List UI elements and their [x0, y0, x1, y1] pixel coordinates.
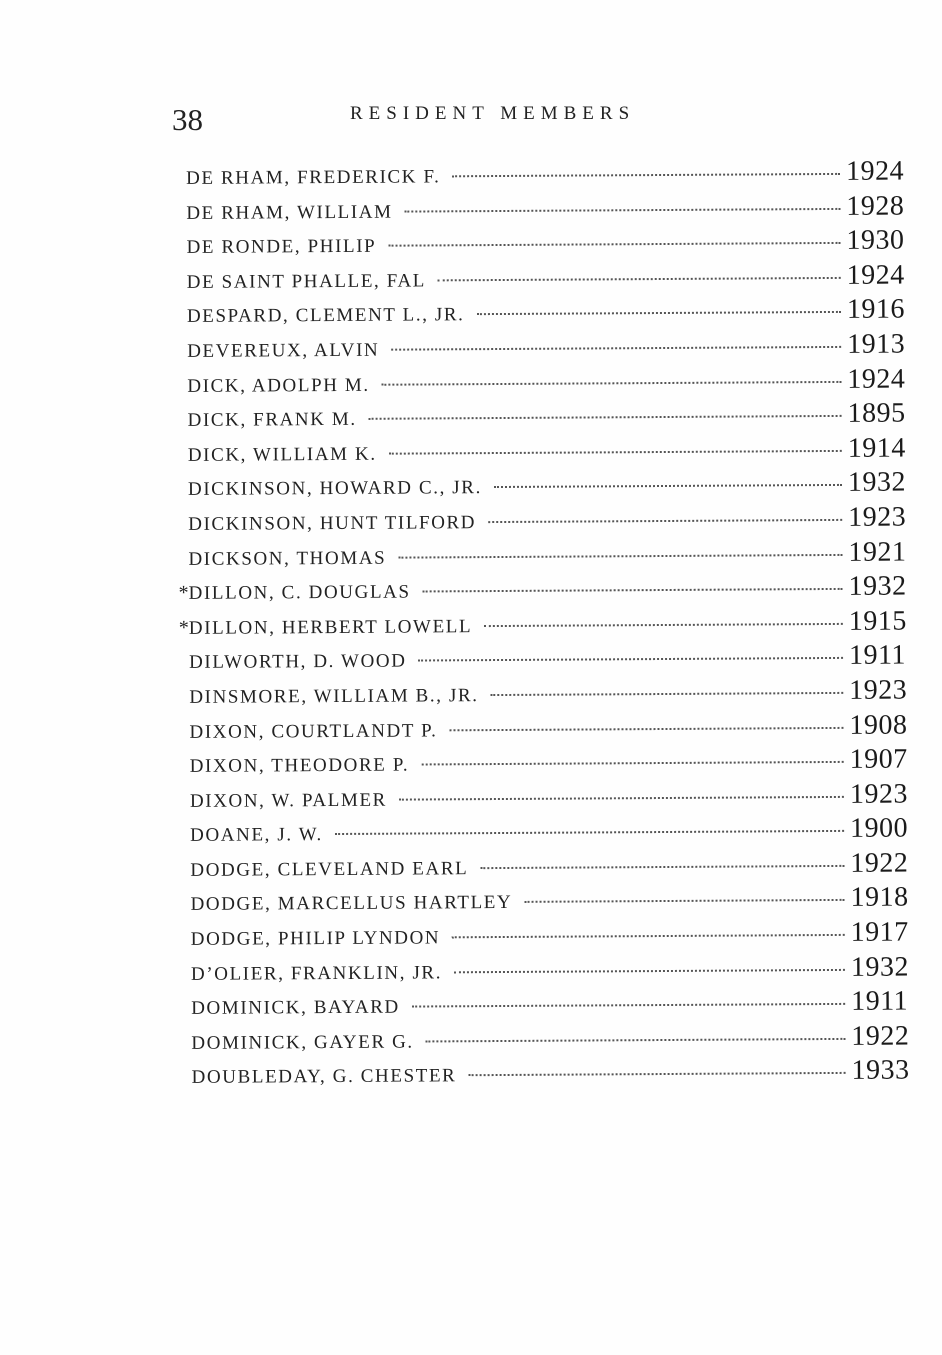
member-row [177, 1055, 917, 1094]
member-row [175, 605, 915, 644]
members-list [172, 155, 918, 1094]
member-name: DOUBLEDAY, G. CHESTER [191, 1065, 457, 1089]
member-name: DIXON, COURTLANDT P. [189, 719, 438, 743]
dot-leader [423, 588, 843, 593]
member-year: 1916 [846, 293, 906, 326]
dot-leader [524, 899, 844, 903]
member-name: DICK, ADOLPH M. [187, 374, 370, 397]
member-name: DINSMORE, WILLIAM B., JR. [189, 685, 479, 708]
member-year: 1915 [848, 605, 907, 637]
member-year: 1921 [848, 536, 907, 568]
member-year: 1895 [847, 397, 906, 430]
dot-leader [369, 415, 842, 420]
member-year: 1918 [850, 881, 909, 914]
member-name: DICK, FRANK M. [187, 409, 357, 432]
dot-leader [438, 277, 841, 281]
dot-leader [398, 553, 842, 558]
member-year: 1932 [850, 951, 910, 983]
dot-leader [476, 311, 840, 315]
dot-leader [405, 208, 841, 213]
dot-leader [391, 346, 841, 351]
member-row [173, 398, 913, 437]
member-year: 1923 [848, 501, 907, 533]
member-year: 1917 [850, 916, 909, 948]
member-year: 1913 [847, 328, 906, 360]
member-row [177, 986, 917, 1025]
member-name: DODGE, PHILIP LYNDON [190, 927, 441, 950]
member-year: 1923 [849, 674, 908, 706]
member-year: 1914 [847, 432, 906, 464]
member-row [173, 294, 913, 333]
asterisk-marker: * [178, 616, 189, 639]
member-year: 1911 [851, 985, 909, 1018]
member-row [175, 709, 915, 748]
dot-leader [399, 796, 844, 801]
member-row [176, 778, 916, 817]
dot-leader [452, 173, 840, 177]
member-row [172, 190, 912, 229]
dot-leader [389, 450, 842, 455]
member-row [173, 259, 913, 298]
dot-leader [491, 692, 844, 696]
member-name: DOMINICK, BAYARD [191, 996, 400, 1020]
member-year: 1932 [848, 570, 907, 602]
member-year: 1924 [846, 259, 905, 291]
dot-leader [335, 830, 844, 835]
member-name: DODGE, CLEVELAND EARL [190, 858, 469, 881]
member-year: 1911 [848, 639, 907, 672]
member-row [177, 1020, 917, 1059]
dot-leader [454, 969, 845, 973]
member-row [174, 467, 914, 506]
member-name: DICK, WILLIAM K. [187, 443, 377, 466]
dot-leader [480, 865, 844, 869]
member-row [176, 744, 916, 783]
member-name: DICKINSON, HOWARD C., JR. [187, 477, 482, 501]
asterisk-marker: * [178, 582, 189, 605]
member-row [173, 328, 913, 367]
member-name: DE RHAM, FREDERICK F. [186, 166, 441, 189]
member-year: 1930 [846, 224, 905, 257]
running-head: RESIDENT MEMBERS [350, 103, 636, 124]
member-name: DOANE, J. W. [190, 824, 323, 847]
member-year: 1932 [847, 466, 907, 499]
member-row [174, 432, 914, 471]
member-year: 1924 [845, 155, 905, 187]
member-name: DICKINSON, HUNT TILFORD [188, 512, 477, 535]
member-name: DILLON, C. DOUGLAS [188, 581, 411, 605]
member-name: D’OLIER, FRANKLIN, JR. [190, 962, 443, 985]
member-name: DE RHAM, WILLIAM [186, 201, 393, 224]
member-year: 1900 [850, 812, 909, 845]
dot-leader [488, 519, 842, 523]
member-row [176, 813, 916, 852]
member-year: 1933 [851, 1054, 910, 1087]
member-year: 1908 [849, 709, 908, 741]
member-row [172, 225, 912, 264]
member-row [176, 847, 916, 886]
member-name: DIXON, W. PALMER [189, 789, 387, 812]
dot-leader [494, 484, 842, 488]
member-name: DESPARD, CLEMENT L., JR. [186, 304, 465, 328]
member-row [174, 501, 914, 540]
dot-leader [412, 1003, 845, 1008]
member-year: 1922 [851, 1020, 910, 1052]
dot-leader [484, 623, 843, 627]
dot-leader [452, 934, 845, 938]
member-row [175, 571, 915, 610]
dot-leader [426, 1038, 846, 1043]
dot-leader [421, 761, 843, 766]
member-row [177, 951, 917, 990]
member-name: DOMINICK, GAYER G. [191, 1031, 414, 1054]
member-row [175, 640, 915, 679]
member-name: DIXON, THEODORE P. [189, 754, 410, 777]
dot-leader [468, 1072, 845, 1076]
member-name: DE SAINT PHALLE, FAL [186, 270, 427, 293]
dot-leader [449, 726, 843, 730]
member-name: DEVEREUX, ALVIN [187, 339, 380, 362]
member-row [174, 536, 914, 575]
member-row [173, 363, 913, 402]
member-name: DILLON, HERBERT LOWELL [188, 615, 473, 639]
member-name: DILWORTH, D. WOOD [189, 650, 407, 674]
member-name: DE RONDE, PHILIP [186, 235, 377, 259]
member-row [177, 917, 917, 956]
member-row [176, 882, 916, 921]
member-year: 1907 [849, 743, 908, 775]
dot-leader [382, 380, 842, 385]
member-name: DICKSON, THOMAS [188, 547, 387, 570]
member-row [172, 155, 912, 194]
member-year: 1928 [846, 190, 905, 222]
member-year: 1922 [850, 847, 909, 879]
dot-leader [388, 242, 840, 247]
member-name: DODGE, MARCELLUS HARTLEY [190, 892, 513, 916]
member-row [175, 674, 915, 713]
page-number: 38 [172, 102, 203, 137]
dot-leader [418, 657, 843, 662]
member-year: 1923 [849, 778, 908, 810]
member-year: 1924 [847, 363, 906, 395]
